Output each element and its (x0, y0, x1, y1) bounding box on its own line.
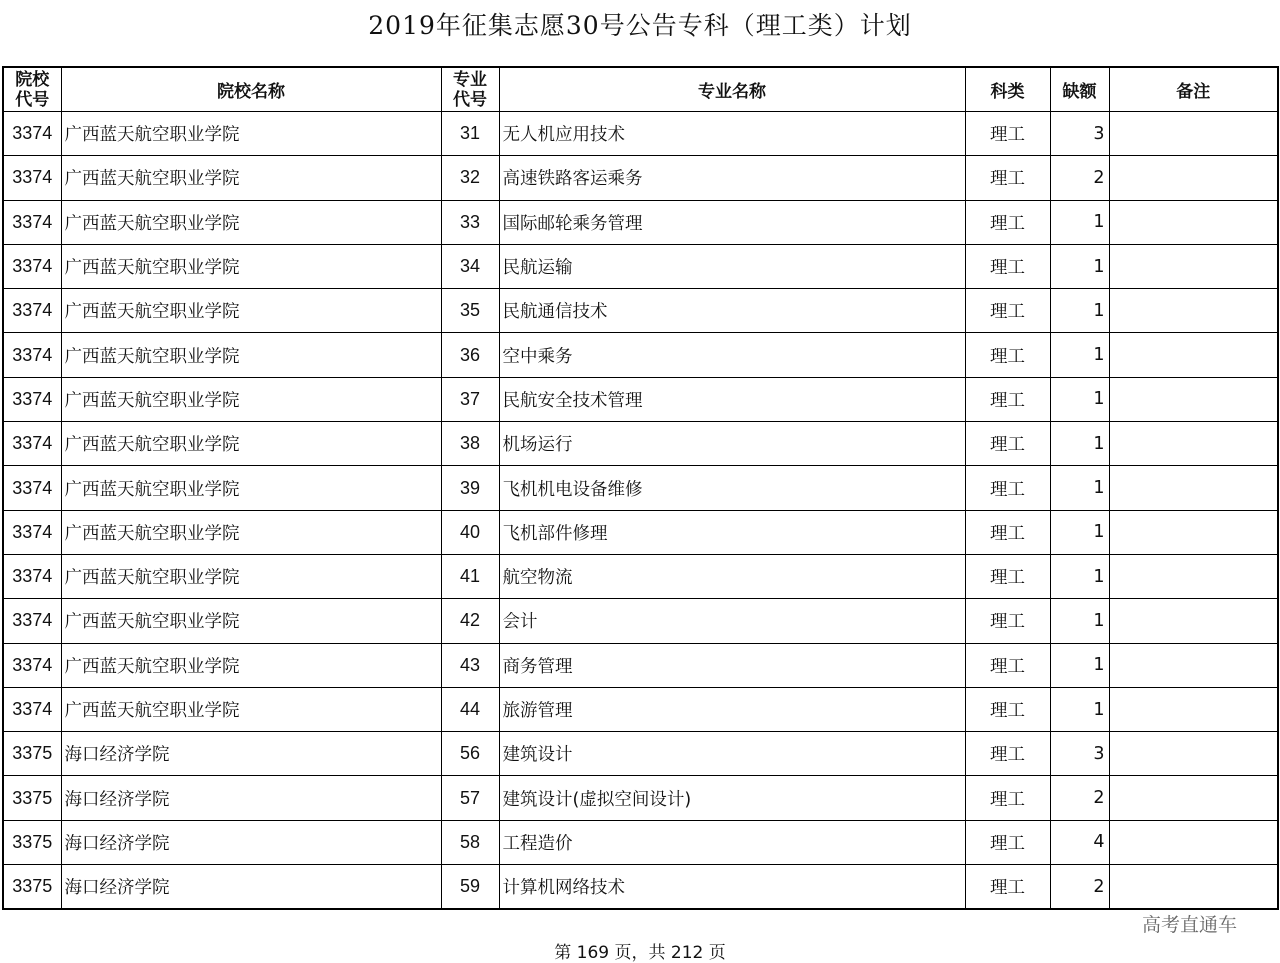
cell-category: 理工 (965, 377, 1050, 421)
cell-major-name: 建筑设计(虚拟空间设计) (499, 776, 965, 820)
cell-school-code: 3374 (3, 244, 61, 288)
cell-school-name: 广西蓝天航空职业学院 (61, 377, 441, 421)
cell-school-name: 广西蓝天航空职业学院 (61, 687, 441, 731)
cell-major-code: 36 (441, 333, 499, 377)
cell-remarks (1109, 510, 1278, 554)
cell-category: 理工 (965, 820, 1050, 864)
cell-category: 理工 (965, 554, 1050, 598)
table-row (3, 732, 1278, 776)
header-school-code: 院校 代号 (3, 67, 61, 112)
cell-school-name: 广西蓝天航空职业学院 (61, 422, 441, 466)
cell-major-name: 国际邮轮乘务管理 (499, 200, 965, 244)
table-row (3, 643, 1278, 687)
cell-school-name: 广西蓝天航空职业学院 (61, 510, 441, 554)
cell-school-name: 海口经济学院 (61, 865, 441, 910)
cell-school-code: 3374 (3, 377, 61, 421)
cell-vacancy: 2 (1050, 865, 1109, 910)
cell-school-name: 广西蓝天航空职业学院 (61, 200, 441, 244)
cell-school-name: 广西蓝天航空职业学院 (61, 554, 441, 598)
cell-school-name: 广西蓝天航空职业学院 (61, 289, 441, 333)
cell-major-code: 57 (441, 776, 499, 820)
cell-remarks (1109, 112, 1278, 156)
cell-remarks (1109, 244, 1278, 288)
cell-major-name: 飞机部件修理 (499, 510, 965, 554)
table-row (3, 200, 1278, 244)
table-row (3, 289, 1278, 333)
page-footer: 第 169 页，共 212 页 (554, 943, 726, 963)
cell-major-name: 飞机机电设备维修 (499, 466, 965, 510)
header-school-name: 院校名称 (61, 67, 441, 112)
cell-remarks (1109, 776, 1278, 820)
cell-school-code: 3374 (3, 554, 61, 598)
cell-major-code: 59 (441, 865, 499, 910)
header-remarks: 备注 (1109, 67, 1278, 112)
cell-school-code: 3374 (3, 510, 61, 554)
table-row (3, 466, 1278, 510)
cell-remarks (1109, 466, 1278, 510)
table-row (3, 333, 1278, 377)
cell-vacancy: 1 (1050, 377, 1109, 421)
cell-remarks (1109, 200, 1278, 244)
cell-school-code: 3375 (3, 776, 61, 820)
page-title: 2019年征集志愿30号公告专科（理工类）计划 (368, 11, 912, 40)
cell-major-code: 39 (441, 466, 499, 510)
cell-remarks (1109, 289, 1278, 333)
table-row (3, 510, 1278, 554)
cell-category: 理工 (965, 200, 1050, 244)
table-row (3, 422, 1278, 466)
watermark: 高考直通车 (1142, 914, 1238, 936)
cell-vacancy: 1 (1050, 599, 1109, 643)
table-body (3, 112, 1278, 910)
cell-major-name: 航空物流 (499, 554, 965, 598)
cell-school-code: 3374 (3, 422, 61, 466)
table-row (3, 820, 1278, 864)
cell-vacancy: 1 (1050, 510, 1109, 554)
cell-major-name: 计算机网络技术 (499, 865, 965, 910)
header-major-name: 专业名称 (499, 67, 965, 112)
cell-school-code: 3374 (3, 200, 61, 244)
cell-remarks (1109, 687, 1278, 731)
cell-major-name: 民航运输 (499, 244, 965, 288)
cell-school-name: 广西蓝天航空职业学院 (61, 156, 441, 200)
cell-vacancy: 1 (1050, 554, 1109, 598)
header-category: 科类 (965, 67, 1050, 112)
cell-category: 理工 (965, 510, 1050, 554)
cell-major-code: 38 (441, 422, 499, 466)
cell-major-code: 34 (441, 244, 499, 288)
cell-remarks (1109, 422, 1278, 466)
cell-vacancy: 3 (1050, 732, 1109, 776)
cell-category: 理工 (965, 333, 1050, 377)
cell-major-name: 民航安全技术管理 (499, 377, 965, 421)
cell-vacancy: 1 (1050, 466, 1109, 510)
cell-major-name: 高速铁路客运乘务 (499, 156, 965, 200)
table-row (3, 865, 1278, 910)
cell-category: 理工 (965, 422, 1050, 466)
table-row (3, 554, 1278, 598)
cell-major-name: 民航通信技术 (499, 289, 965, 333)
cell-remarks (1109, 377, 1278, 421)
cell-remarks (1109, 643, 1278, 687)
table-row (3, 112, 1278, 156)
cell-vacancy: 1 (1050, 643, 1109, 687)
cell-school-code: 3375 (3, 732, 61, 776)
cell-school-code: 3374 (3, 643, 61, 687)
cell-school-name: 海口经济学院 (61, 776, 441, 820)
cell-school-name: 广西蓝天航空职业学院 (61, 599, 441, 643)
cell-school-name: 广西蓝天航空职业学院 (61, 333, 441, 377)
table-row (3, 776, 1278, 820)
cell-school-code: 3374 (3, 289, 61, 333)
cell-major-code: 33 (441, 200, 499, 244)
cell-vacancy: 1 (1050, 289, 1109, 333)
cell-vacancy: 1 (1050, 244, 1109, 288)
cell-school-code: 3374 (3, 687, 61, 731)
cell-category: 理工 (965, 599, 1050, 643)
cell-vacancy: 4 (1050, 820, 1109, 864)
cell-school-name: 广西蓝天航空职业学院 (61, 466, 441, 510)
cell-category: 理工 (965, 687, 1050, 731)
cell-school-code: 3374 (3, 599, 61, 643)
cell-major-code: 56 (441, 732, 499, 776)
cell-major-name: 空中乘务 (499, 333, 965, 377)
header-major-code: 专业 代号 (441, 67, 499, 112)
cell-major-name: 无人机应用技术 (499, 112, 965, 156)
cell-major-code: 43 (441, 643, 499, 687)
cell-remarks (1109, 599, 1278, 643)
cell-vacancy: 1 (1050, 333, 1109, 377)
cell-major-name: 会计 (499, 599, 965, 643)
cell-school-code: 3374 (3, 333, 61, 377)
cell-school-code: 3374 (3, 156, 61, 200)
plan-table (2, 66, 1279, 910)
cell-major-code: 58 (441, 820, 499, 864)
header-row (3, 67, 1278, 112)
cell-major-name: 机场运行 (499, 422, 965, 466)
cell-major-code: 37 (441, 377, 499, 421)
cell-category: 理工 (965, 244, 1050, 288)
cell-remarks (1109, 732, 1278, 776)
cell-vacancy: 2 (1050, 776, 1109, 820)
cell-school-code: 3374 (3, 466, 61, 510)
cell-school-name: 广西蓝天航空职业学院 (61, 244, 441, 288)
cell-category: 理工 (965, 156, 1050, 200)
cell-remarks (1109, 820, 1278, 864)
cell-major-code: 40 (441, 510, 499, 554)
cell-category: 理工 (965, 466, 1050, 510)
cell-remarks (1109, 156, 1278, 200)
cell-major-code: 31 (441, 112, 499, 156)
table-row (3, 377, 1278, 421)
table-row (3, 156, 1278, 200)
cell-category: 理工 (965, 289, 1050, 333)
cell-major-name: 工程造价 (499, 820, 965, 864)
cell-vacancy: 1 (1050, 422, 1109, 466)
cell-category: 理工 (965, 112, 1050, 156)
cell-major-code: 35 (441, 289, 499, 333)
cell-major-code: 44 (441, 687, 499, 731)
cell-school-code: 3374 (3, 112, 61, 156)
table-row (3, 599, 1278, 643)
cell-school-code: 3375 (3, 820, 61, 864)
table-row (3, 687, 1278, 731)
cell-major-code: 42 (441, 599, 499, 643)
cell-remarks (1109, 865, 1278, 910)
cell-major-name: 旅游管理 (499, 687, 965, 731)
cell-remarks (1109, 333, 1278, 377)
cell-school-code: 3375 (3, 865, 61, 910)
cell-vacancy: 3 (1050, 112, 1109, 156)
cell-major-code: 41 (441, 554, 499, 598)
cell-vacancy: 1 (1050, 200, 1109, 244)
cell-category: 理工 (965, 732, 1050, 776)
cell-category: 理工 (965, 643, 1050, 687)
cell-school-name: 海口经济学院 (61, 820, 441, 864)
cell-major-name: 商务管理 (499, 643, 965, 687)
table-row (3, 244, 1278, 288)
cell-school-name: 广西蓝天航空职业学院 (61, 112, 441, 156)
cell-major-code: 32 (441, 156, 499, 200)
cell-major-name: 建筑设计 (499, 732, 965, 776)
cell-school-name: 海口经济学院 (61, 732, 441, 776)
cell-category: 理工 (965, 776, 1050, 820)
cell-vacancy: 2 (1050, 156, 1109, 200)
cell-remarks (1109, 554, 1278, 598)
cell-school-name: 广西蓝天航空职业学院 (61, 643, 441, 687)
header-vacancy: 缺额 (1050, 67, 1109, 112)
cell-category: 理工 (965, 865, 1050, 910)
cell-vacancy: 1 (1050, 687, 1109, 731)
